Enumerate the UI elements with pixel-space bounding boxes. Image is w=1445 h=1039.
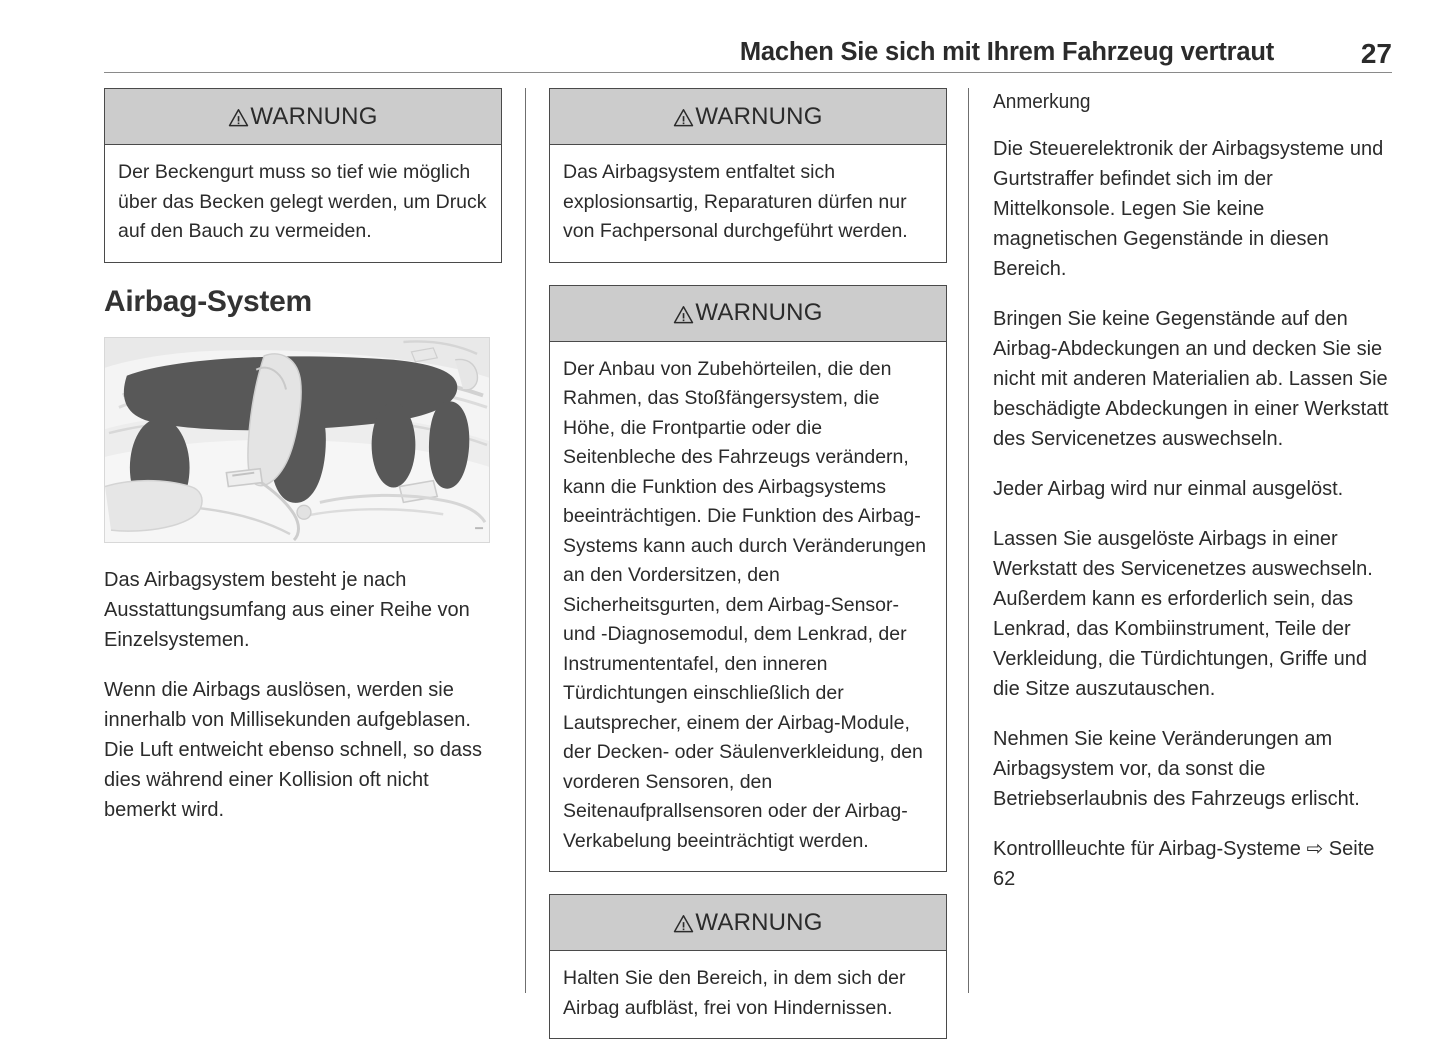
header-rule (104, 72, 1392, 73)
column-middle (549, 88, 947, 1019)
body-paragraph: Das Airbagsystem besteht je nach Ausstattungsumfang aus einer Reihe von Einzelsystemen. (104, 568, 470, 651)
page-columns (0, 88, 1445, 1019)
warning-box-accessories (549, 285, 947, 873)
body-paragraph: Jeder Airbag wird nur einmal ausgelöst. (993, 478, 1344, 500)
warning-body (105, 145, 501, 262)
note-heading: Anmerkung (993, 90, 1091, 113)
warning-box-explosive-deployment (549, 88, 947, 263)
warning-text: Das Airbagsystem entfaltet sich explosionsartig, Reparaturen dürfen nur von Fachpersonal durchgeführt werden. (563, 161, 908, 242)
warning-body (550, 951, 946, 1038)
warning-header (550, 89, 946, 145)
body-paragraph: Die Steuerelektronik der Airbagsysteme und Gurtstraffer befindet sich im der Mittelkonsole. Legen Sie keine magnetischen Gegenstände in diesen Bereich. (993, 138, 1384, 280)
warning-text: Der Beckengurt muss so tief wie möglich über das Becken gelegt werden, um Druck auf den Bauch zu vermeiden. (118, 161, 487, 242)
warning-label: WARNUNG (695, 299, 823, 326)
page-title: Machen Sie sich mit Ihrem Fahrzeug vertraut (739, 38, 1274, 66)
body-paragraph: Wenn die Airbags auslösen, werden sie innerhalb von Millisekunden aufgeblasen. Die Luft entweicht ebenso schnell, so dass dies während einer Kollision oft nicht bemerkt wird. (104, 678, 482, 821)
body-paragraph: Lassen Sie ausgelöste Airbags in einer Werkstatt des Servicenetzes auswechseln. Außerdem kann es erforderlich sein, das Lenkrad, das Kombiinstrument, Teile der Verkleidung, die Türdichtungen, Griffe und die Sitze auszutauschen. (993, 528, 1373, 700)
warning-triangle-icon (673, 305, 694, 324)
warning-triangle-icon (673, 108, 694, 127)
warning-label: WARNUNG (695, 908, 823, 936)
page-number: 27 (1360, 38, 1392, 69)
column-divider-right (968, 88, 969, 993)
section-heading-airbag-system: Airbag-System (104, 284, 312, 318)
warning-text: Der Anbau von Zubehörteilen, die den Rahmen, das Stoßfängersystem, die Höhe, die Frontpartie oder die Seitenbleche des Fahrzeugs verändern, kann die Funktion des Airbagsystems beeinträchtigen. Die Funktion des Airbag-Systems kann auch durch Veränderungen an den Vordersitzen, den Sicherheitsgurten, dem Airbag-Sensor- und -Diagnosemodul, dem Lenkrad, der Instrumententafel, den inneren Türdichtungen einschließlich der Lautsprecher, einem der Airbag-Module, der Decken- oder Säulenverkleidung, den vorderen Sensoren, den Seitenaufprallsensoren oder der Airbag-Verkabelung beeinträchtigt werden. (563, 357, 927, 852)
column-divider-left (525, 88, 526, 993)
warning-header (550, 895, 946, 951)
warning-body (550, 342, 946, 872)
warning-body (550, 145, 946, 262)
column-left (104, 88, 502, 993)
warning-header (550, 286, 946, 342)
body-paragraph: Nehmen Sie keine Veränderungen am Airbagsystem vor, da sonst die Betriebserlaubnis des Fahrzeugs erlischt. (993, 728, 1360, 810)
warning-label: WARNUNG (250, 102, 378, 130)
airbag-illustration-graphic (105, 338, 489, 542)
warning-box-seatbelt (104, 88, 502, 263)
warning-triangle-icon (673, 914, 694, 933)
cross-reference-link[interactable]: Kontrollleuchte für Airbag-Systeme ⇨ Seite 62 (993, 838, 1375, 890)
page-running-header (104, 38, 1392, 72)
body-paragraph: Bringen Sie keine Gegenstände auf den Airbag-Abdeckungen an und decken Sie sie nicht mit anderen Materialien ab. Lassen Sie beschädigte Abdeckungen in einer Werkstatt des Servicenetzes auswechseln. (993, 308, 1389, 450)
warning-header (105, 89, 501, 145)
warning-triangle-icon (228, 108, 249, 127)
warning-box-keep-area-clear (549, 894, 947, 1039)
airbag-deployment-illustration (104, 337, 490, 543)
column-right (993, 88, 1391, 993)
warning-text: Halten Sie den Bereich, in dem sich der Airbag aufbläst, frei von Hindernissen. (563, 967, 906, 1019)
warning-label: WARNUNG (695, 102, 823, 130)
